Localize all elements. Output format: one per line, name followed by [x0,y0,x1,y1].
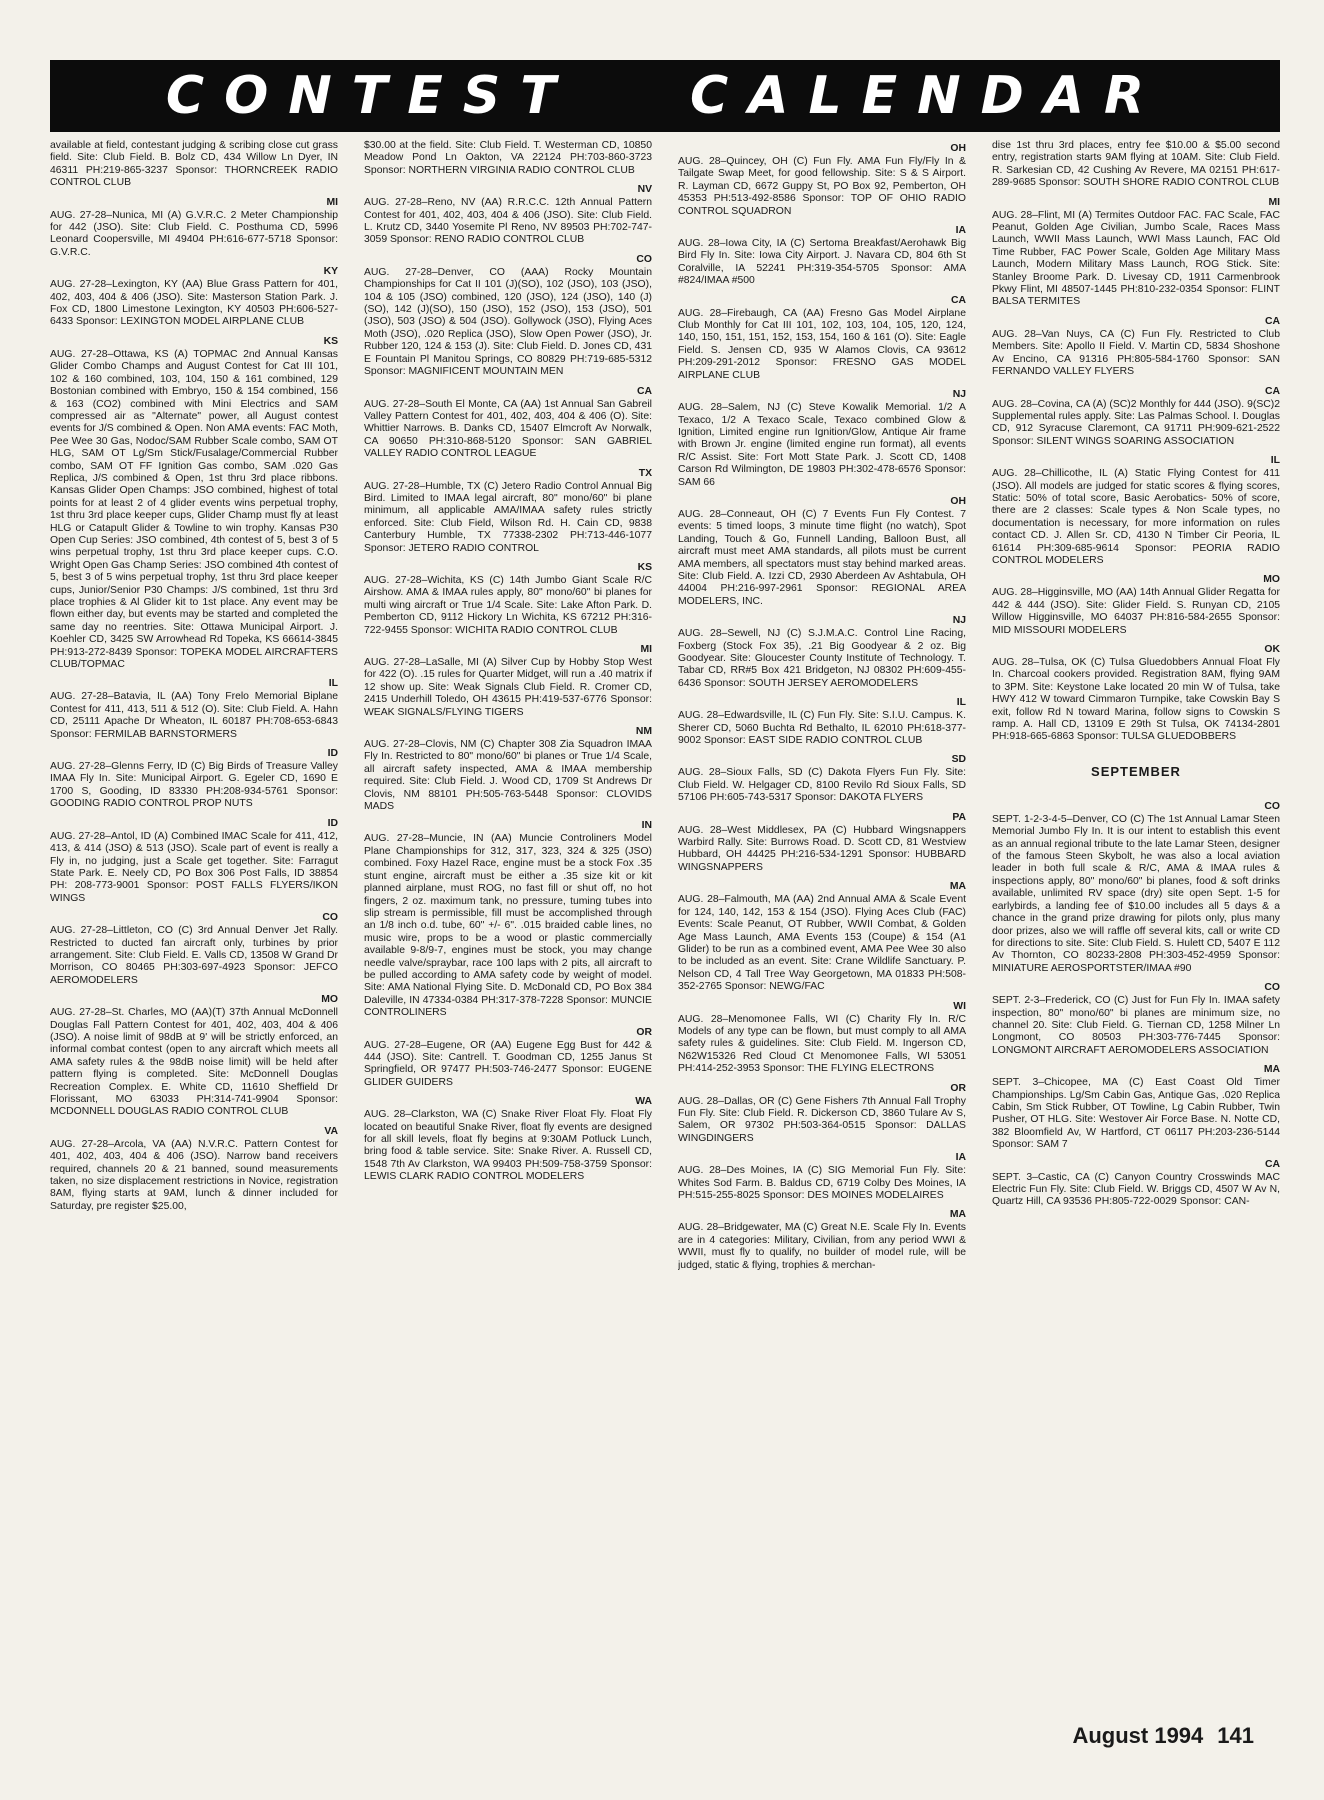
state-code: IL [956,697,966,709]
contest-entry: AUG. 28–Flint, MI (A) Termites Outdoor FAC. FAC Scale, FAC Peanut, Golden Age Civilian, Jumbo Scale, Races Mass Launch, WWII Mass Launch, WWI Mass Launch, FAC Old Time Rubber, FAC Power Scale, Golden Age Military Mass Launch, Modern Military Mass Launch, ROG Stick. Site: Stanley Broome Park. D. Livesay CD, 1911 Carmenbrook Pkwy Flint, MI 48507-1445 PH:810-232-0354 Sponsor: FLINT BALSA TERMITES [992,209,1280,308]
contest-entry: SEPT. 3–Chicopee, MA (C) East Coast Old Timer Championships. Lg/Sm Cabin Gas, Antique Gas, .020 Replica Cabin, Sm Stick Rubber, OT Towline, Lg Cabin Rubber, Twin Pusher, OT HLG. Site: Westover Air Force Base. N. Notte CD, 382 Bloomfield Av, W Hartford, CT 06117 PH:203-236-5144 Sponsor: SAM 7 [992,1077,1280,1151]
contest-calendar-banner [50,60,1280,132]
contest-entry: AUG. 27-28–LaSalle, MI (A) Silver Cup by Hobby Stop West for 422 (O). .15 rules for Quarter Midget, will run a .40 matrix if 12 show up. Site: Weak Signals Club Field. R. Cromer CD, 2415 Underhill Toledo, OH 43615 PH:419-537-6776 Sponsor: WEAK SIGNALS/FLYING TIGERS [364,657,652,718]
contest-entry: AUG. 28–Falmouth, MA (AA) 2nd Annual AMA & Scale Event for 124, 140, 142, 153 & 154 (JSO). Flying Aces Club (FAC) Events: Scale Peanut, OT Rubber, WWII Combat, & Golden Age Mass Launch, AMA Events 153 (Coupe) & 154 (A1 Glider) to be run as a combined event, AMA Pee Wee 30 also to be included as an event. Site: Crane Wildlife Sanctuary. P. Nelson CD, 4 Tall Tree Way Georgetown, MA 01833 PH:508-352-2765 Sponsor: NEWG/FAC [678,894,966,993]
calendar-columns [50,140,1280,1720]
state-code: NV [637,184,652,196]
state-code: TX [638,467,652,479]
contest-entry: AUG. 28–Dallas, OR (C) Gene Fishers 7th Annual Fall Trophy Fun Fly. Site: Club Field. R. Dickerson CD, 3860 Tulare Av S, Salem, OR 97302 PH:503-364-0515 Sponsor: DALLAS WINGDINGERS [678,1095,966,1144]
contest-entry: AUG. 28–Edwardsville, IL (C) Fun Fly. Site: S.I.U. Campus. K. Sherer CD, 5060 Buchta Rd Bethalto, IL 62010 PH:618-377-9002 Sponsor: EAST SIDE RADIO CONTROL CLUB [678,710,966,747]
contest-entry: AUG. 28–Des Moines, IA (C) SIG Memorial Fun Fly. Site: Whites Sod Farm. B. Baldus CD, 6719 Colby Des Moines, IA PH:515-255-8025 Sponsor: DES MOINES MODELAIRES [678,1165,966,1201]
state-code: CO [322,912,338,924]
contest-entry: AUG. 27-28–Ottawa, KS (A) TOPMAC 2nd Annual Kansas Glider Combo Champs and August Contest for Cat III 101, 102 & 160 combined, 103, 104, 150 & 161 combined, 129 Bostonian combined with Embryo, 150 & 154 combined, 156 & 163 (CO2) combined with Mini Electrics and SAM compressed air as "Alternate" power, all August contest events for J/S combined & Open. Non AMA events: FAC Moth, Pee Wee 30 Gas, Nodoc/SAM Rubber Scale combo, SAM OT HLG, SAM OT Lg/Sm Stick/Fusalage/Commercial Rubber combo, SAM OT FF Ignition Gas combo, SAM .020 Gas Replica, J/S combined & Open, 1st thru 3rd place ribbons. Kansas Glider Open Champs: JSO combined, highest of total points for at least 2 of 4 glider events wins perpetual trophy, 1st thru 3rd place keeper cups, Glider Champ must fly at least HLG or Catapult Glider & Towline to win trophy. Kansas P30 Open Cup Series: JSO combined, 4th contest of 5, best 3 of 5 wins perpetual trophy, 1st thru 3rd place keeper cups. C.O. Wright Open Gas Champ Series: JSO combined 4th contest of 5, best 3 of 5 wins perpetual trophy, 1st thru 3rd place keeper cups, Junior/Senior P30 Champs: J/S combined, 1st thru 3rd place trophies & Al Glider kit to 1st place. Any event may be flown either day, but events may be started and completed the same day no reentries. Site: Ottawa Municipal Airport. J. Koehler CD, 3425 SW Arrowhead Rd Topeka, KS 66614-3845 PH:913-272-8439 Sponsor: TOPEKA MODEL AIRCRAFTERS CLUB/TOPMAC [50,348,338,671]
contest-entry: AUG. 28–Salem, NJ (C) Steve Kowalik Memorial. 1/2 A Texaco, 1/2 A Texaco Scale, Texaco combined Glow & Ignition, Limited engine run Ignition/Glow, Antique Air frame with Brown Jr. engine (limited engine run format), all events R/C Assist. Site: Fort Mott State Park. J. Scott CD, 1408 Carson Rd Wilmington, DE 19803 PH:302-478-6576 Sponsor: SAM 66 [678,402,966,488]
column-1 [50,140,338,1720]
contest-entry: AUG. 27-28–Nunica, MI (A) G.V.R.C. 2 Meter Championship for 442 (JSO). Site: Club Field. C. Posthuma CD, 5996 Leonard Coopersville, MI 49404 PH:616-677-5718 Sponsor: G.V.R.C. [50,209,338,258]
state-code: IL [328,678,338,690]
state-code: MI [326,196,338,208]
state-code: CO [636,253,652,265]
state-code: OK [1264,644,1280,655]
contest-entry: AUG. 28–Sewell, NJ (C) S.J.M.A.C. Control Line Racing, Foxberg (Stock Fox 35), .21 Big Goodyear & 2 oz. Big Goodyear. Site: Gloucester County Institute of Technology. T. Tabar CD, RR#5 Box 421 Bridgeton, NJ 08302 PH:609-455-6436 Sponsor: SOUTH JERSEY AEROMODELERS [678,628,966,689]
column-4 [992,140,1280,1720]
column-2 [364,140,652,1720]
page-number: 141 [1217,1723,1254,1748]
state-code: IN [641,820,652,832]
contest-entry: AUG. 27-28–Antol, ID (A) Combined IMAC Scale for 411, 412, 413, & 414 (JSO) & 513 (JSO). Scale part of event is really a Fly in, no judging, just a Scale get together. Site: Farragut State Park. E. Neely CD, PO Box 306 Post Falls, ID 38854 PH: 208-773-9001 Sponsor: POST FALLS FLYERS/IKON WINGS [50,830,338,904]
state-code: MA [949,1209,966,1221]
state-code: ID [327,748,338,760]
state-code: IA [955,1152,966,1164]
state-code: NJ [952,389,966,401]
contest-entry: AUG. 28–Firebaugh, CA (AA) Fresno Gas Model Airplane Club Monthly for Cat III 101, 102, 103, 104, 105, 120, 124, 140, 150, 151, 151, 152, 153, 154, 160 & 161 (O). Site: Eagle Field. S. Jensen CD, 935 W Alamos Clovis, CA 93612 PH:209-291-2012 Sponsor: FRESNO GAS MODEL AIRPLANE CLUB [678,307,966,381]
state-code: KY [323,266,338,278]
contest-entry: AUG. 27-28–South El Monte, CA (AA) 1st Annual San Gabreil Valley Pattern Contest for 401, 402, 403, 404 & 406 (O). Site: Whittier Narrows. B. Danks CD, 15407 Elmcroft Av Norwalk, CA 90650 PH:310-868-5120 Sponsor: SAN GABRIEL VALLEY RADIO CONTROL LEAGUE [364,398,652,460]
state-code: VA [324,1125,338,1137]
contest-entry: AUG. 28–Conneaut, OH (C) 7 Events Fun Fly Contest. 7 events: 5 timed loops, 3 minute time flight (no watch), Spot Landing, Touch & Go, Funnell Landing, Balloon Bust, all aircraft must meet AMA standards, all pilots must be current AMA members, all spectators must stay behind marked areas. Site: Club Field. A. Izzi CD, 2930 Aberdeen Av Ashtabula, OH 44004 PH:216-997-2961 Sponsor: REGIONAL AREA MODELERS, INC. [678,508,966,607]
state-code: OH [950,143,966,154]
state-code: MI [1268,196,1280,208]
contest-entry: $30.00 at the field. Site: Club Field. T. Westerman CD, 10850 Meadow Pond Ln Oakton, VA 22124 PH:703-860-3723 Sponsor: NORTHERN VIRGINIA RADIO CONTROL CLUB [364,140,652,176]
contest-entry: AUG. 27-28–Humble, TX (C) Jetero Radio Control Annual Big Bird. Limited to IMAA legal aircraft, 80" mono/60" bi plane minimum, all applicable AMA/IMAA safety rules strictly enforced. Site: Club Field, Wilson Rd. H. Cain CD, 9838 Canterbury Humble, TX 77338-2302 PH:713-446-1077 Sponsor: JETERO RADIO CONTROL [364,480,652,554]
contest-entry: SEPT. 3–Castic, CA (C) Canyon Country Crosswinds MAC Electric Fun Fly. Site: Club Field. W. Briggs CD, 4507 W Av N, Quartz Hill, CA 93536 PH:805-722-0029 Sponsor: CAN- [992,1171,1280,1208]
state-code: NM [635,726,652,738]
page-title: CONTEST CALENDAR [165,66,1165,126]
contest-entry: AUG. 27-28–Eugene, OR (AA) Eugene Egg Bust for 442 & 444 (JSO). Site: Cantrell. T. Goodman CD, 1255 Janus St Springfield, OR 97477 PH:503-746-2477 Sponsor: EUGENE GLIDER GUIDERS [364,1039,652,1088]
state-code: PA [952,811,966,823]
state-code: NJ [952,615,966,627]
state-code: CA [1264,1158,1280,1170]
contest-entry: AUG. 27-28–St. Charles, MO (AA)(T) 37th Annual McDonnell Douglas Fall Pattern Contest for 401, 402, 403, 404 & 406 (JSO). A noise limit of 98dB at 9' will be strictly enforced, an informal combat contest (open to any aircraft which meets all AMA safety rules & the 98dB noise limit) will be held after pattern flying is completed. Site: McDonnell Douglas Recreation Complex. E. White CD, 11610 Sheffield Dr Florissant, MO 63033 PH:314-741-9904 Sponsor: MCDONNELL DOUGLAS RADIO CONTROL CLUB [50,1007,338,1118]
contest-entry: dise 1st thru 3rd places, entry fee $10.00 & $5.00 second entry, registration starts 9AM flying at 10AM. Site: Club Field. R. Sarkesian CD, 42 Cushing Av Revere, MA 02151 PH:617-289-9685 Sponsor: SOUTH SHORE RADIO CONTROL CLUB [992,140,1280,189]
state-code: IA [955,225,966,237]
state-code: IL [1270,455,1280,467]
contest-entry: AUG. 27-28–Muncie, IN (AA) Muncie Controliners Model Plane Championships for 312, 317, 323, 324 & 325 (JSO) combined. Foxy Hazel Race, engine must be a stock Fox .35 stunt engine, aircraft must be either a .35 size kit or kit planned airplane, must ROG, no fast fill or shut off, no hot fingers, 2 oz. maximum tank, no pressure, tuming tubes into slip stream is permissible, fill must be accomplished through an 1/8 inch o.d. tube, 60" +/- 6". .015 braided cable lines, no music wire, props to be a wood or plastic commercially available 9-8/9-7, engines must be stock, you may change needle valve/spraybar, race 100 laps with 2 pits, all aircraft to be pulled according to AMA safety code by weight of model. Site: AMA National Flying Site. D. McDonald CD, PO Box 384 Daleville, IN 47334-0384 PH:317-378-7228 Sponsor: MUNCIE CONTROLINERS [364,833,652,1019]
contest-entry: AUG. 27-28–Batavia, IL (AA) Tony Frelo Memorial Biplane Contest for 411, 413, 511 & 512 (O). Site: Club Field. A. Hahn CD, 25111 Apache Dr Wheaton, IL 60187 PH:708-653-6843 Sponsor: FERMILAB BARNSTORMERS [50,691,338,740]
month-heading: SEPTEMBER [1091,763,1181,779]
state-code: ID [327,817,338,829]
state-code: CA [1264,315,1280,327]
issue-date: August 1994 [1072,1723,1204,1748]
contest-entry: AUG. 27-28–Wichita, KS (C) 14th Jumbo Giant Scale R/C Airshow. AMA & IMAA rules apply, 80" mono/60" bi planes for multi wing aircraft or True 1/4 Scale. Site: Lake Afton Park. D. Pemberton CD, 9112 Hickory Ln Wichita, KS 67212 PH:316-722-9455 Sponsor: WICHITA RADIO CONTROL CLUB [364,574,652,636]
state-code: KS [637,561,652,573]
state-code: MI [640,644,652,655]
contest-entry: SEPT. 1-2-3-4-5–Denver, CO (C) The 1st Annual Lamar Steen Memorial Jumbo Fly In. It is our intent to establish this event as an annual regional tribute to the late Lamar Steen, designer of the famous Steen Skybolt, he was also a local aviation leader in both full scale & R/C, AMA & IMAA rules & inspections apply, 80" mono/60" bi planes, food & soft drinks available, unlimited RV space (dry) site open Sept. 1-5 for earlybirds, a landing fee of $10.00 includes all 5 days & a chance in the grand prize drawing for pilots only, plus many door prizes, also we will raffle off several kits, call or write CD for directions to site. Site: Club Field. S. Hulett CD, 5407 E 112 Av Thornton, CO 80233-2808 PH:303-452-4959 Sponsor: MINIATURE AEROSPORTSTER/IMAA #90 [992,813,1280,974]
contest-entry: AUG. 28–West Middlesex, PA (C) Hubbard Wingsnappers Warbird Rally. Site: Burrows Road. D. Scott CD, 81 Westview Hubbard, OH 44425 PH:216-534-1291 Sponsor: HUBBARD WINGSNAPPERS [678,824,966,873]
state-code: CO [1264,800,1280,812]
contest-entry: AUG. 28–Clarkston, WA (C) Snake River Float Fly. Float Fly located on beautiful Snake River, float fly events are designed for all skill levels, float fly begins at 9:30AM Potluck Lunch, bring food & table service. Site: Snake River. A. Russell CD, 1548 7th Av Clarkston, WA 99403 PH:509-758-3759 Sponsor: LEWIS CLARK RADIO CONTROL MODELERS [364,1109,652,1183]
state-code: CO [1264,982,1280,994]
state-code: OH [950,495,966,507]
state-code: MA [1263,1064,1280,1076]
contest-entry: AUG. 28–Higginsville, MO (AA) 14th Annual Glider Regatta for 442 & 444 (JSO). Site: Glider Field. S. Runyan CD, 2105 Willow Higginsville, MO 64037 PH:816-584-2655 Sponsor: MID MISSOURI MODELERS [992,587,1280,636]
contest-entry: AUG. 28–Covina, CA (A) (SC)2 Monthly for 444 (JSO). 9(SC)2 Supplemental rules apply. Site: Las Palmas School. I. Douglas CD, 912 Syracuse Claremont, CA 91711 PH:909-621-2522 Sponsor: SILENT WINGS SOARING ASSOCIATION [992,398,1280,447]
state-code: CA [636,385,652,397]
contest-entry: AUG. 27-28–Glenns Ferry, ID (C) Big Birds of Treasure Valley IMAA Fly In. Site: Municipal Airport. G. Egeler CD, 1690 E 1700 S, Gooding, ID 83330 PH:208-934-5761 Sponsor: GOODING RADIO CONTROL PROP NUTS [50,761,338,810]
state-code: WI [953,1000,966,1012]
contest-entry: AUG. 27-28–Arcola, VA (AA) N.V.R.C. Pattern Contest for 401, 402, 403, 404 & 406 (JSO). Narrow band receivers required, channels 20 & 21 banned, sound measurements taken, no size displacement restrictions in Novice, registration 8AM, flying starts at 9AM, lunch & dinner included for Saturday, pre register $25.00, [50,1138,338,1212]
contest-entry: AUG. 28–Quincey, OH (C) Fun Fly. AMA Fun Fly/Fly In & Tailgate Swap Meet, for good fellowship. Site: S & S Airport. R. Layman CD, 6672 Guppy St, PO Box 92, Pemberton, OH 45353 PH:513-492-8586 Sponsor: TOP OF OHIO RADIO CONTROL SQUADRON [678,156,966,217]
contest-entry: AUG. 28–Iowa City, IA (C) Sertoma Breakfast/Aerohawk Big Bird Fly In. Site: Iowa City Airport. J. Navara CD, 804 6th St Coralville, IA 52241 PH:319-354-5705 Sponsor: AMA #824/IMAA #500 [678,238,966,287]
state-code: CA [950,294,966,306]
contest-entry: AUG. 27-28–Littleton, CO (C) 3rd Annual Denver Jet Rally. Restricted to ducted fan aircraft only, turbines by prior arrangement. Site: Club Field. E. Valls CD, 13508 W Grand Dr Morrison, CO 80465 PH:303-697-4923 Sponsor: JEFCO AEROMODELERS [50,925,338,986]
state-code: SD [951,754,966,766]
page-footer [1072,1723,1254,1749]
contest-entry: AUG. 28–Sioux Falls, SD (C) Dakota Flyers Fun Fly. Site: Club Field. W. Helgager CD, 8100 Revilo Rd Sioux Falls, SD 57106 PH:605-743-5317 Sponsor: DAKOTA FLYERS [678,767,966,804]
contest-entry: AUG. 28–Menomonee Falls, WI (C) Charity Fly In. R/C Models of any type can be flown, but must comply to all AMA safety rules & guidelines. Site: Club Field. M. Ingerson CD, N62W15326 Red Cloud Ct Menomonee Falls, WI 53051 PH:414-252-3953 Sponsor: THE FLYING ELECTRONS [678,1013,966,1075]
state-code: OR [950,1082,966,1094]
column-3 [678,140,966,1720]
state-code: MA [949,881,966,893]
contest-entry: AUG. 27-28–Lexington, KY (AA) Blue Grass Pattern for 401, 402, 403, 404 & 406 (JSO). Site: Masterson Station Park. J. Fox CD, 1800 Limestone Lexington, KY 40503 PH:606-527-6433 Sponsor: LEXINGTON MODEL AIRPLANE CLUB [50,279,338,328]
contest-entry: available at field, contestant judging & scribing close cut grass field. Site: Club Field. B. Bolz CD, 434 Willow Ln Dyer, IN 46311 PH:219-865-3237 Sponsor: THORNCREEK RADIO CONTROL CLUB [50,140,338,189]
contest-entry: AUG. 28–Chillicothe, IL (A) Static Flying Contest for 411 (JSO). All models are judged for static scores & flying scores, Static: 50% of total score, Basic Aerobatics- 50% of score, there are 2 classes: Scale types & Non Scale types, no documentation is necessary, for more information on rules contact CD. J. Allen Sr. CD, 4130 N Timber Cir Peoria, IL 61614 PH:309-685-9614 Sponsor: PEORIA RADIO CONTROL MODELERS [992,468,1280,566]
contest-entry: AUG. 28–Bridgewater, MA (C) Great N.E. Scale Fly In. Events are in 4 categories: Military, Civilian, from any period WWI & WWII, must fly to qualify, no builder of model rule, will be judged, static & flying, trophies & merchan- [678,1222,966,1271]
state-code: OR [636,1026,652,1038]
contest-entry: AUG. 28–Tulsa, OK (C) Tulsa Gluedobbers Annual Float Fly In. Charcoal cookers provided. Registration 8AM, flying 9AM to 3PM. Site: Keystone Lake located 20 min W of Tulsa, take HWY 412 W toward Cimmaron Turnpike, take Cowskin Bay S exit, follow Rd N toward Marina, follow signs to Cowskin S ramp. A. Hall CD, 13109 E 29th St Tulsa, OK 74134-2801 PH:918-665-6863 Sponsor: TULSA GLUEDOBBERS [992,657,1280,743]
state-code: MO [321,994,338,1006]
state-code: WA [635,1096,652,1108]
contest-entry: AUG. 27-28–Clovis, NM (C) Chapter 308 Zia Squadron IMAA Fly In. Restricted to 80" mono/60" bi planes or True 1/4 Scale, all aircraft safety inspected, AMA & IMAA membership required. Site: Club Field. J. Wood CD, 1709 St Andrews Dr Clovis, NM 88101 PH:505-763-5448 Sponsor: CLOVIDS MADS [364,739,652,813]
contest-entry: SEPT. 2-3–Frederick, CO (C) Just for Fun Fly In. IMAA safety inspection, 80" mono/60" bi planes are minimum size, no channel 20. Site: Club Field. G. Tiernan CD, 1258 Milner Ln Longmont, CO 80503 PH:303-776-7445 Sponsor: LONGMONT AIRCRAFT AEROMODELERS ASSOCIATION [992,995,1280,1056]
contest-entry: AUG. 27-28–Reno, NV (AA) R.R.C.C. 12th Annual Pattern Contest for 401, 402, 403, 404 & 406 (JSO). Site: Club Field. L. Krutz CD, 3440 Yosemite Pl Reno, NV 89503 PH:702-747-3059 Sponsor: RENO RADIO CONTROL CLUB [364,197,652,246]
contest-entry: AUG. 27-28–Denver, CO (AAA) Rocky Mountain Championships for Cat II 101 (J)(SO), 102 (JSO), 103 (JSO), 104 & 105 (JSO) combined, 120 (JSO), 124 (JSO), 140 (J)(SO), 142 (J)(SO), 150 (JSO), 152 (JSO), 153 (JSO), 501 (JSO), 503 (JSO) & 504 (JSO). Gollywock (JSO), Flying Aces Moth (JSO), .020 Replica (JSO), Slow Open Power (JSO), Jr. Rubber 120, 124 & 153 (J). Site: Club Field. D. Jones CD, 431 E Fountain Pl Manitou Springs, CO 80829 PH:719-685-5312 Sponsor: MAGNIFICENT MOUNTAIN MEN [364,266,652,378]
contest-entry: AUG. 28–Van Nuys, CA (C) Fun Fly. Restricted to Club Members. Site: Apollo II Field. V. Martin CD, 5834 Shoshone Av Encino, CA 91316 PH:805-584-1760 Sponsor: SAN FERNANDO VALLEY FLYERS [992,328,1280,378]
state-code: MO [1263,574,1280,586]
state-code: CA [1264,385,1280,397]
state-code: KS [323,335,338,347]
